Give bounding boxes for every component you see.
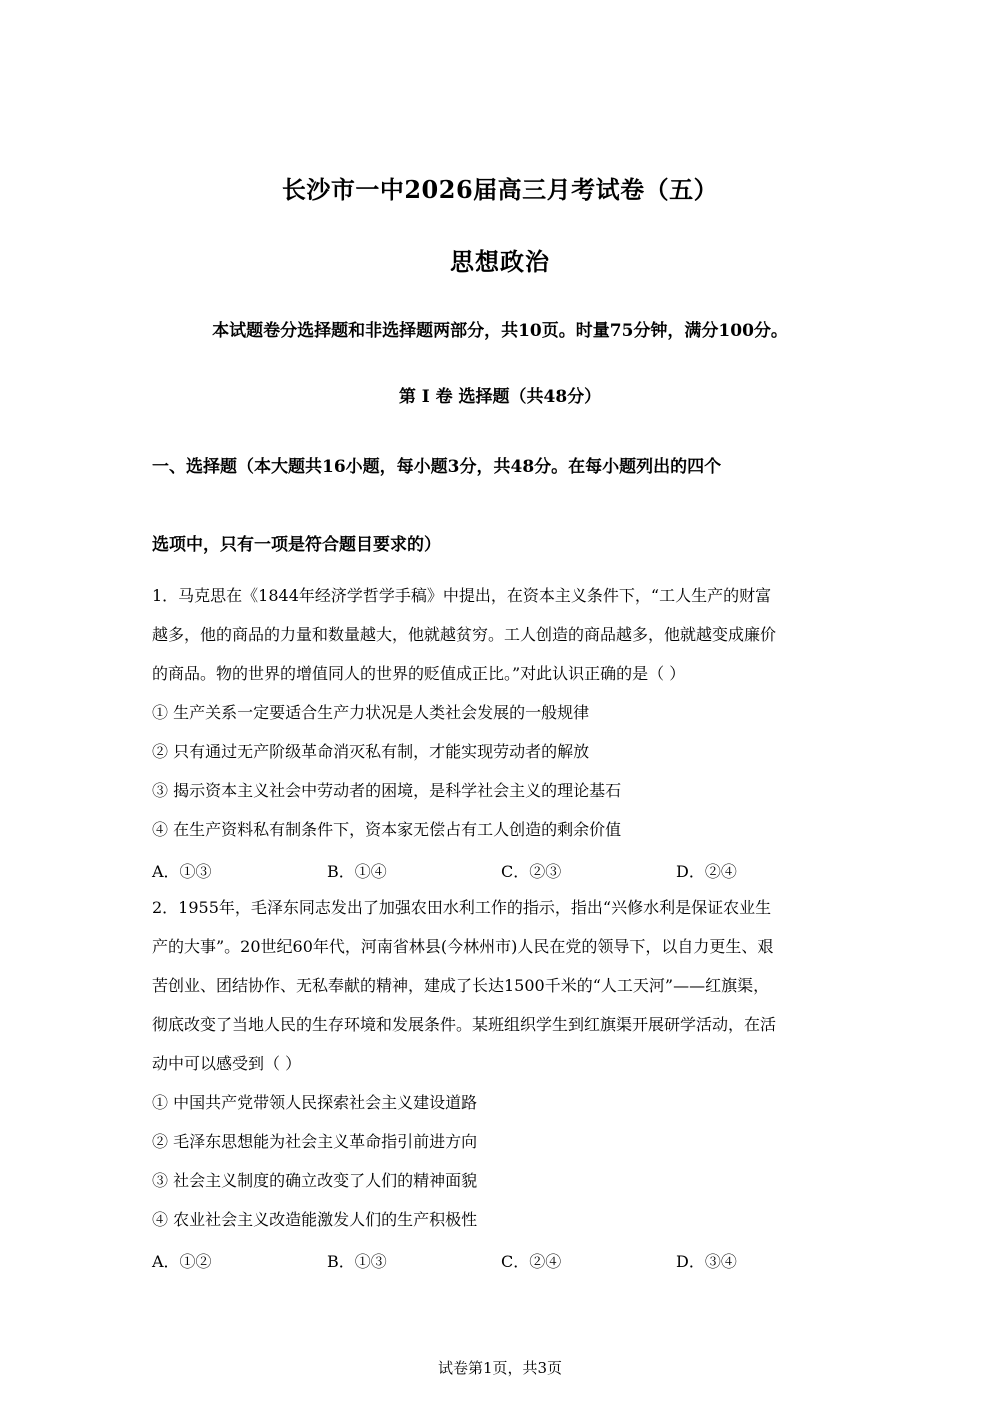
part-title: 第 I 卷 选择题（共48分） [398,387,602,407]
exam-title: 长沙市一中2026届高三月考试卷（五） [281,175,719,204]
question-stem-line: 彻底改变了当地人民的生存环境和发展条件。某班组织学生到红旗渠开展研学活动，在活 [152,1015,777,1034]
statement-1: ① 生产关系一定要适合生产力状况是人类社会发展的一般规律 [152,703,590,722]
option-a: A．①② [152,1252,212,1271]
question-stem-line: 苦创业、团结协作、无私奉献的精神，建成了长达1500千米的“人工天河”——红旗渠， [152,976,770,995]
statement-1: ① 中国共产党带领人民探索社会主义建设道路 [152,1093,478,1112]
question-stem-line: 越多，他的商品的力量和数量越大，他就越贫穷。工人创造的商品越多，他就越变成廉价 [152,625,777,644]
option-b: B．①③ [327,1252,387,1271]
section-heading-line-1: 一、选择题（本大题共16小题，每小题3分，共48分。在每小题列出的四个 [152,457,722,477]
option-d: D．③④ [676,1252,737,1271]
statement-3: ③ 揭示资本主义社会中劳动者的困境，是科学社会主义的理论基石 [152,781,622,800]
option-d: D．②④ [676,862,737,881]
exam-intro: 本试题卷分选择题和非选择题两部分，共10页。时量75分钟，满分100分。 [212,321,788,341]
option-b: B．①④ [327,862,387,881]
statement-2: ② 只有通过无产阶级革命消灭私有制，才能实现劳动者的解放 [152,742,590,761]
question-stem-line: 2．1955年，毛泽东同志发出了加强农田水利工作的指示，指出“兴修水利是保证农业生 [152,898,772,917]
section-heading-line-2: 选项中，只有一项是符合题目要求的） [152,535,441,555]
question-stem-line: 的商品。物的世界的增值同人的世界的贬值成正比。”对此认识正确的是（ ） [152,664,686,683]
option-c: C．②③ [501,862,562,881]
statement-2: ② 毛泽东思想能为社会主义革命指引前进方向 [152,1132,478,1151]
option-a: A．①③ [152,862,212,881]
question-stem-line: 产的大事”。20世纪60年代，河南省林县(今林州市)人民在党的领导下，以自力更生、艰 [152,937,774,956]
statement-4: ④ 农业社会主义改造能激发人们的生产积极性 [152,1210,478,1229]
statement-4: ④ 在生产资料私有制条件下，资本家无偿占有工人创造的剩余价值 [152,820,622,839]
statement-3: ③ 社会主义制度的确立改变了人们的精神面貌 [152,1171,478,1190]
question-stem-line: 动中可以感受到（ ） [152,1054,302,1073]
page-footer: 试卷第1页，共3页 [437,1359,563,1377]
subject-title: 思想政治 [450,247,550,276]
question-stem-line: 1．马克思在《1844年经济学哲学手稿》中提出，在资本主义条件下，“工人生产的财富 [152,586,772,605]
option-c: C．②④ [501,1252,562,1271]
